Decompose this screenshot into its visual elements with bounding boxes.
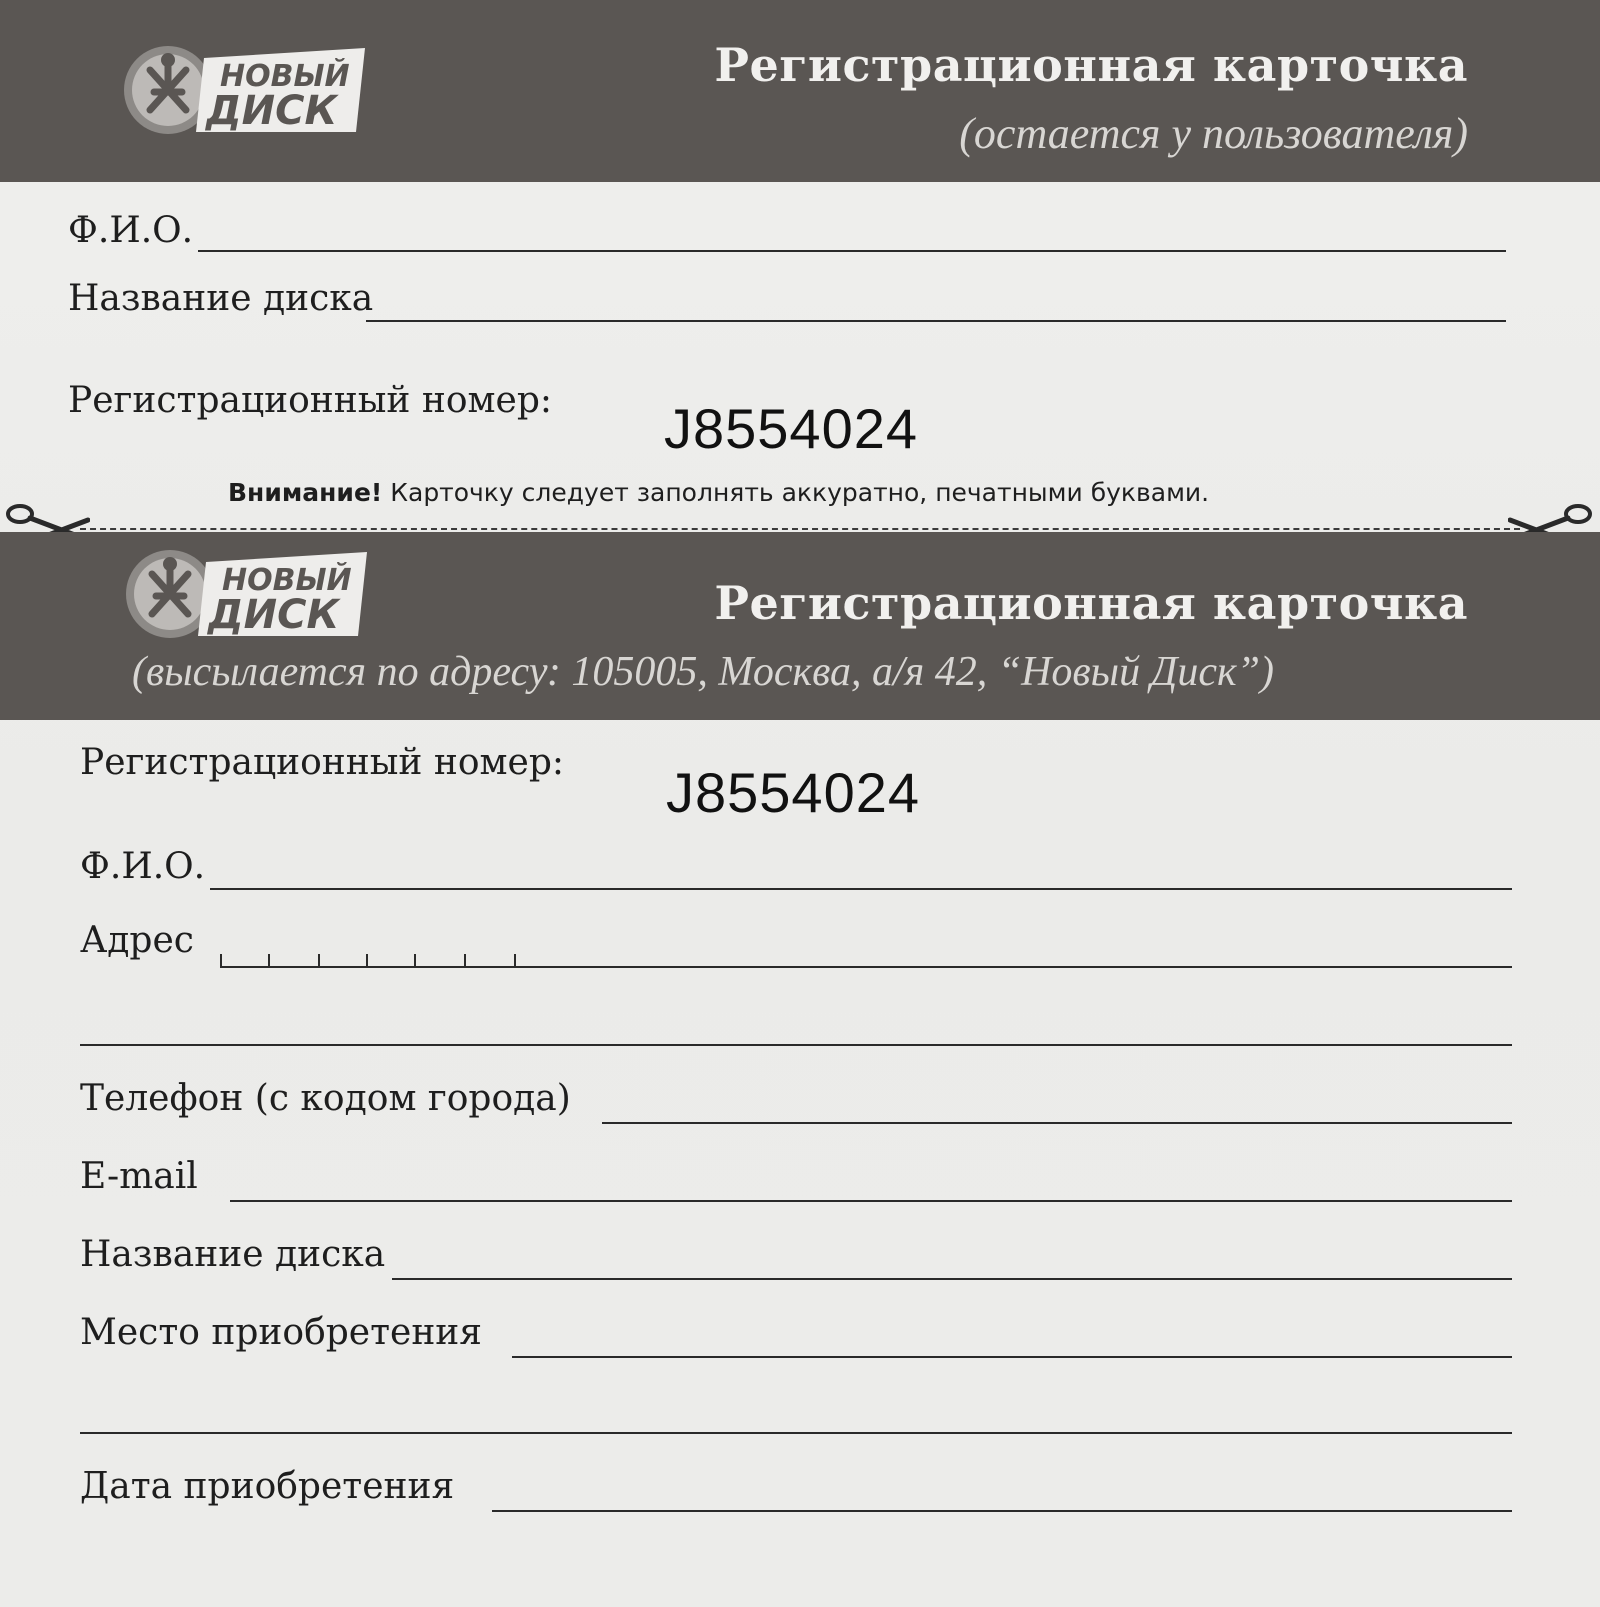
postcode-tick	[464, 954, 466, 968]
bottom-fio-line[interactable]	[210, 888, 1512, 890]
logo-line2: ДИСК	[208, 592, 340, 638]
logo-figure-icon	[120, 40, 370, 140]
purchase-date-label: Дата приобретения	[80, 1466, 455, 1507]
email-line[interactable]	[230, 1200, 1512, 1202]
phone-label: Телефон (с кодом города)	[80, 1078, 571, 1119]
warning-body: Карточку следует заполнять аккуратно, печатными буквами.	[382, 478, 1210, 507]
purchase-date-line[interactable]	[492, 1510, 1512, 1512]
email-label: E-mail	[80, 1156, 198, 1197]
purchase-place-line[interactable]	[512, 1356, 1512, 1358]
address-line-2[interactable]	[80, 1044, 1512, 1046]
address-label: Адрес	[80, 920, 194, 961]
warning-text	[228, 478, 1209, 507]
bottom-card-title: Регистрационная карточка	[714, 576, 1468, 630]
purchase-place-label: Место приобретения	[80, 1312, 483, 1353]
logo-figure-icon	[122, 544, 372, 644]
bottom-header-band	[0, 532, 1600, 720]
postcode-tick	[268, 954, 270, 968]
top-reg-number-label: Регистрационный номер:	[68, 380, 553, 421]
logo-line1: НОВЫЙ	[220, 59, 350, 94]
top-card-subtitle: (остается у пользователя)	[959, 109, 1468, 158]
top-fio-line[interactable]	[198, 250, 1506, 252]
top-disc-name-line[interactable]	[366, 320, 1506, 322]
cut-line	[80, 528, 1520, 530]
top-fio-label: Ф.И.О.	[68, 210, 194, 251]
bottom-fio-label: Ф.И.О.	[80, 846, 206, 887]
logo-line1: НОВЫЙ	[222, 563, 352, 598]
top-header-band	[0, 0, 1600, 182]
postcode-tick	[366, 954, 368, 968]
brand-logo	[120, 40, 370, 140]
top-disc-name-label: Название диска	[68, 278, 374, 319]
bottom-reg-number: J8554024	[666, 761, 921, 824]
bottom-card-subtitle: (высылается по адресу: 105005, Москва, а/я 42, “Новый Диск”)	[132, 649, 1274, 695]
brand-logo	[122, 544, 372, 644]
warning-bold: Внимание!	[228, 478, 383, 507]
postcode-tick	[220, 954, 222, 968]
logo-line2: ДИСК	[206, 88, 338, 134]
postcode-tick	[414, 954, 416, 968]
postcode-tick	[514, 954, 516, 968]
bottom-reg-number-label: Регистрационный номер:	[80, 742, 565, 783]
bottom-disc-name-line[interactable]	[392, 1278, 1512, 1280]
phone-line[interactable]	[602, 1122, 1512, 1124]
purchase-place-line-2[interactable]	[80, 1432, 1512, 1434]
bottom-disc-name-label: Название диска	[80, 1234, 386, 1275]
top-card-title: Регистрационная карточка	[714, 38, 1468, 92]
top-reg-number: J8554024	[664, 397, 919, 460]
postcode-tick	[318, 954, 320, 968]
